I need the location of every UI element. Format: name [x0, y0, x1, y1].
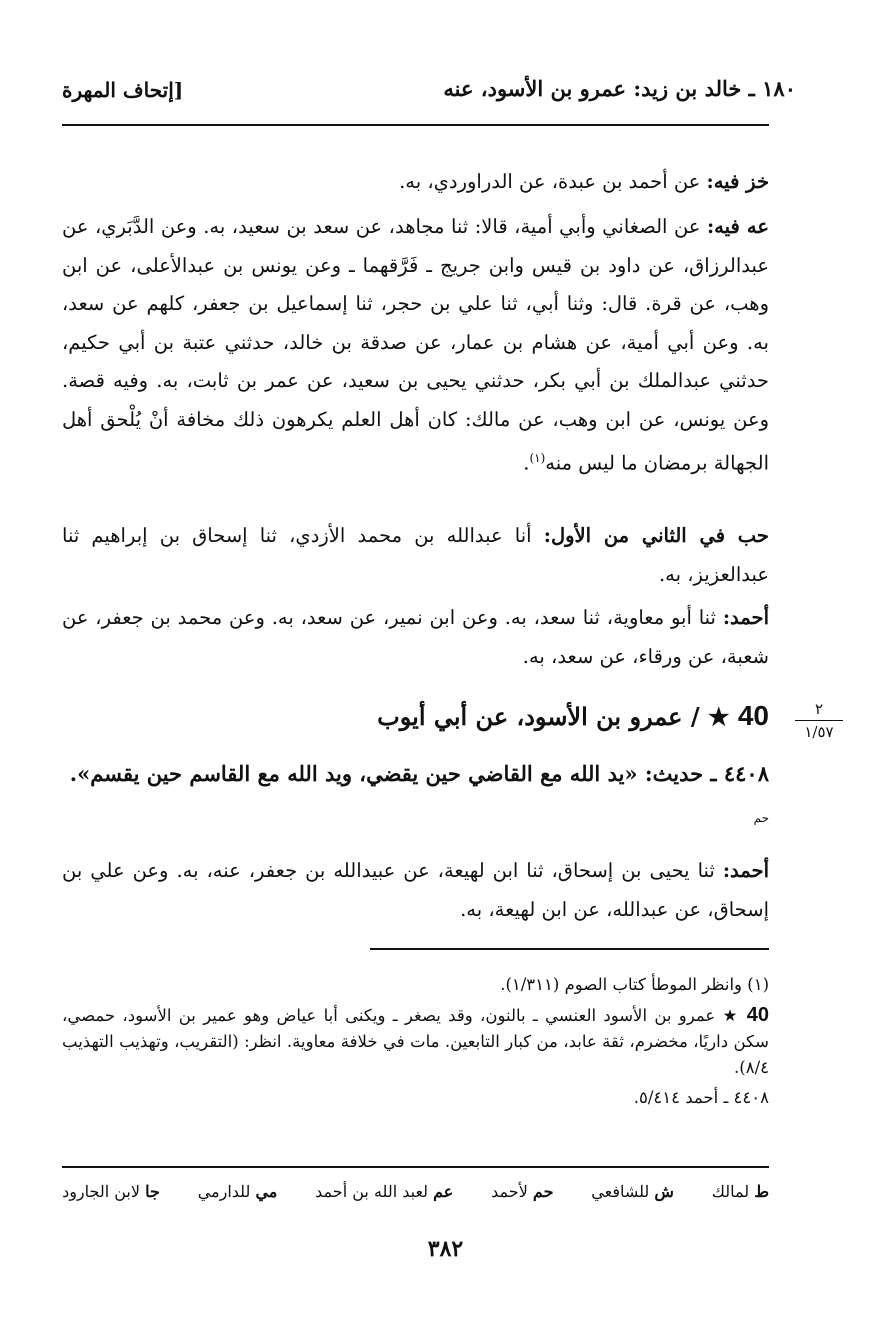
bio-text: عمرو بن الأسود العنسي ـ بالنون، وقد يصغر ـ ويكنى أبا عياض وهو عمير بن الأسود، حمصي، سكن داريًا، مخضرم، ثقة عابد، من كبار التابعين. مات في خلافة معاوية. انظر: (التقريب، وتهذيب التهذيب ٨/٤).	[62, 1006, 769, 1077]
abbreviations-rule	[62, 1166, 769, 1168]
entry-siglum: حب في الثاني من الأول:	[543, 524, 769, 547]
margin-note-bottom: ١/٥٧	[804, 723, 834, 741]
footnote-bio	[62, 1002, 769, 1081]
entry-siglum: أحمد:	[722, 859, 770, 882]
footnotes	[62, 972, 769, 1115]
section-separator: /	[690, 702, 700, 731]
abbreviations-key	[62, 1182, 769, 1201]
entry-khz	[62, 163, 769, 202]
margin-note	[795, 700, 843, 741]
entry-ah: عه فيه: عن الصغاني وأبي أمية، قالا: ثنا مجاهد، عن سعد بن سعيد، به. وعن الدَّبَري، عن عبدالرزاق، عن داود بن قيس وابن جريج ـ فَرَّقهما ـ وعن يونس بن عبدالأعلى، عن ابن وهب، عن قرة. قال: وثنا أبي، ثنا علي بن حجر، ثنا إسماعيل بن جعفر، كلهم عن سعد، به. وعن أبي أمية، عن هشام بن عمار، عن صدقة بن خالد، حدثني عتبة بن أبي حكيم، حدثني عبدالملك بن أبي بكر، حدثني يحيى بن سعيد، عن عمر بن ثابت، به. وفيه قصة. وعن يونس، عن ابن وهب، عن مالك: كان أهل العلم يكرهون ذلك مخافة أنْ يُلْحق أهل الجهالة برمضان ما ليس منه$^{(١)}$.	[62, 215, 769, 475]
margin-note-top: ٢	[814, 700, 824, 718]
entry-text: أنا عبدالله بن محمد الأزدي، ثنا إسحاق بن إبراهيم ثنا عبدالعزيز، به.	[62, 524, 769, 586]
page-number: ٣٨٢	[427, 1236, 464, 1262]
abbr-item: عم لعبد الله بن أحمد	[315, 1182, 454, 1201]
footnote-rule	[370, 948, 769, 950]
abbr-item: مي للدارمي	[197, 1182, 278, 1201]
hadith-siglum-mark: حم	[753, 811, 769, 825]
abbr-item: جا لابن الجارود	[62, 1182, 160, 1201]
header-rule	[62, 124, 769, 126]
entry-ahmad	[62, 599, 769, 676]
entry-text: عن أحمد بن عبدة، عن الدراوردي، به.	[399, 170, 701, 193]
section-header	[377, 700, 769, 732]
entry-text: ثنا يحيى بن إسحاق، ثنا ابن لهيعة، عن عبيدالله بن جعفر، عنه، به. وعن علي بن إسحاق، عن عبدالله، عن ابن لهيعة، به.	[62, 859, 769, 921]
hadith-text: «يد الله مع القاضي حين يقضي، ويد الله مع القاسم حين يقسم».	[69, 761, 638, 786]
entry-siglum: أحمد:	[722, 606, 769, 629]
book-title: [إتحاف المهرة	[62, 78, 184, 102]
running-title: ١٨٠ ـ خالد بن زيد: عمرو بن الأسود، عنه	[443, 76, 796, 101]
entry-ahmad-2	[62, 852, 769, 929]
section-title: عمرو بن الأسود، عن أبي أيوب	[377, 702, 683, 731]
section-number: 40	[737, 700, 769, 731]
entry-hb	[62, 517, 769, 594]
margin-note-rule	[795, 720, 843, 721]
footnote-1: (١) وانظر الموطأ كتاب الصوم (١/٣١١).	[500, 975, 769, 994]
abbr-item: ط لمالك	[711, 1182, 769, 1201]
entry-siglum: خز فيه:	[706, 170, 769, 193]
entry-text: عن الصغاني وأبي أمية، قالا: ثنا مجاهد، عن سعد بن سعيد، به. وعن الدَّبَري، عن عبدالرزاق، عن داود بن قيس وابن جريج ـ فَرَّقهما ـ وعن يونس بن عبدالأعلى، عن ابن وهب، عن قرة. قال: وثنا أبي، ثنا علي بن حجر، ثنا إسماعيل بن جعفر، كلهم عن سعد، به. وعن أبي أمية، عن هشام بن عمار، عن صدقة بن خالد، حدثني عتبة بن أبي حكيم، حدثني عبدالملك بن أبي بكر، حدثني يحيى بن سعيد، عن عمر بن ثابت، به. وفيه قصة. وعن يونس، عن ابن وهب، عن مالك: كان أهل العلم يكرهون ذلك مخافة أنْ يُلْحق أهل الجهالة برمضان ما ليس منه	[62, 215, 769, 475]
bio-number: 40	[746, 1004, 770, 1026]
footnote-ref: (١)	[529, 451, 546, 465]
entry-siglum: عه فيه:	[706, 215, 769, 238]
hadith-label: ٤٤٠٨ ـ حديث:	[644, 761, 769, 786]
abbr-item: ش للشافعي	[591, 1182, 674, 1201]
entry-text: ثنا أبو معاوية، ثنا سعد، به. وعن ابن نمير، عن سعد، به. وعن محمد بن جعفر، عن شعبة، عن ورقاء، عن سعد، به.	[62, 606, 769, 668]
star-icon: ★	[722, 1006, 740, 1025]
star-icon: ★	[707, 702, 730, 731]
hadith-4408	[62, 752, 769, 845]
abbr-item: حم لأحمد	[491, 1182, 554, 1201]
footnote-ref-4408: ٤٤٠٨ ـ أحمد ٥/٤١٤.	[633, 1088, 769, 1107]
